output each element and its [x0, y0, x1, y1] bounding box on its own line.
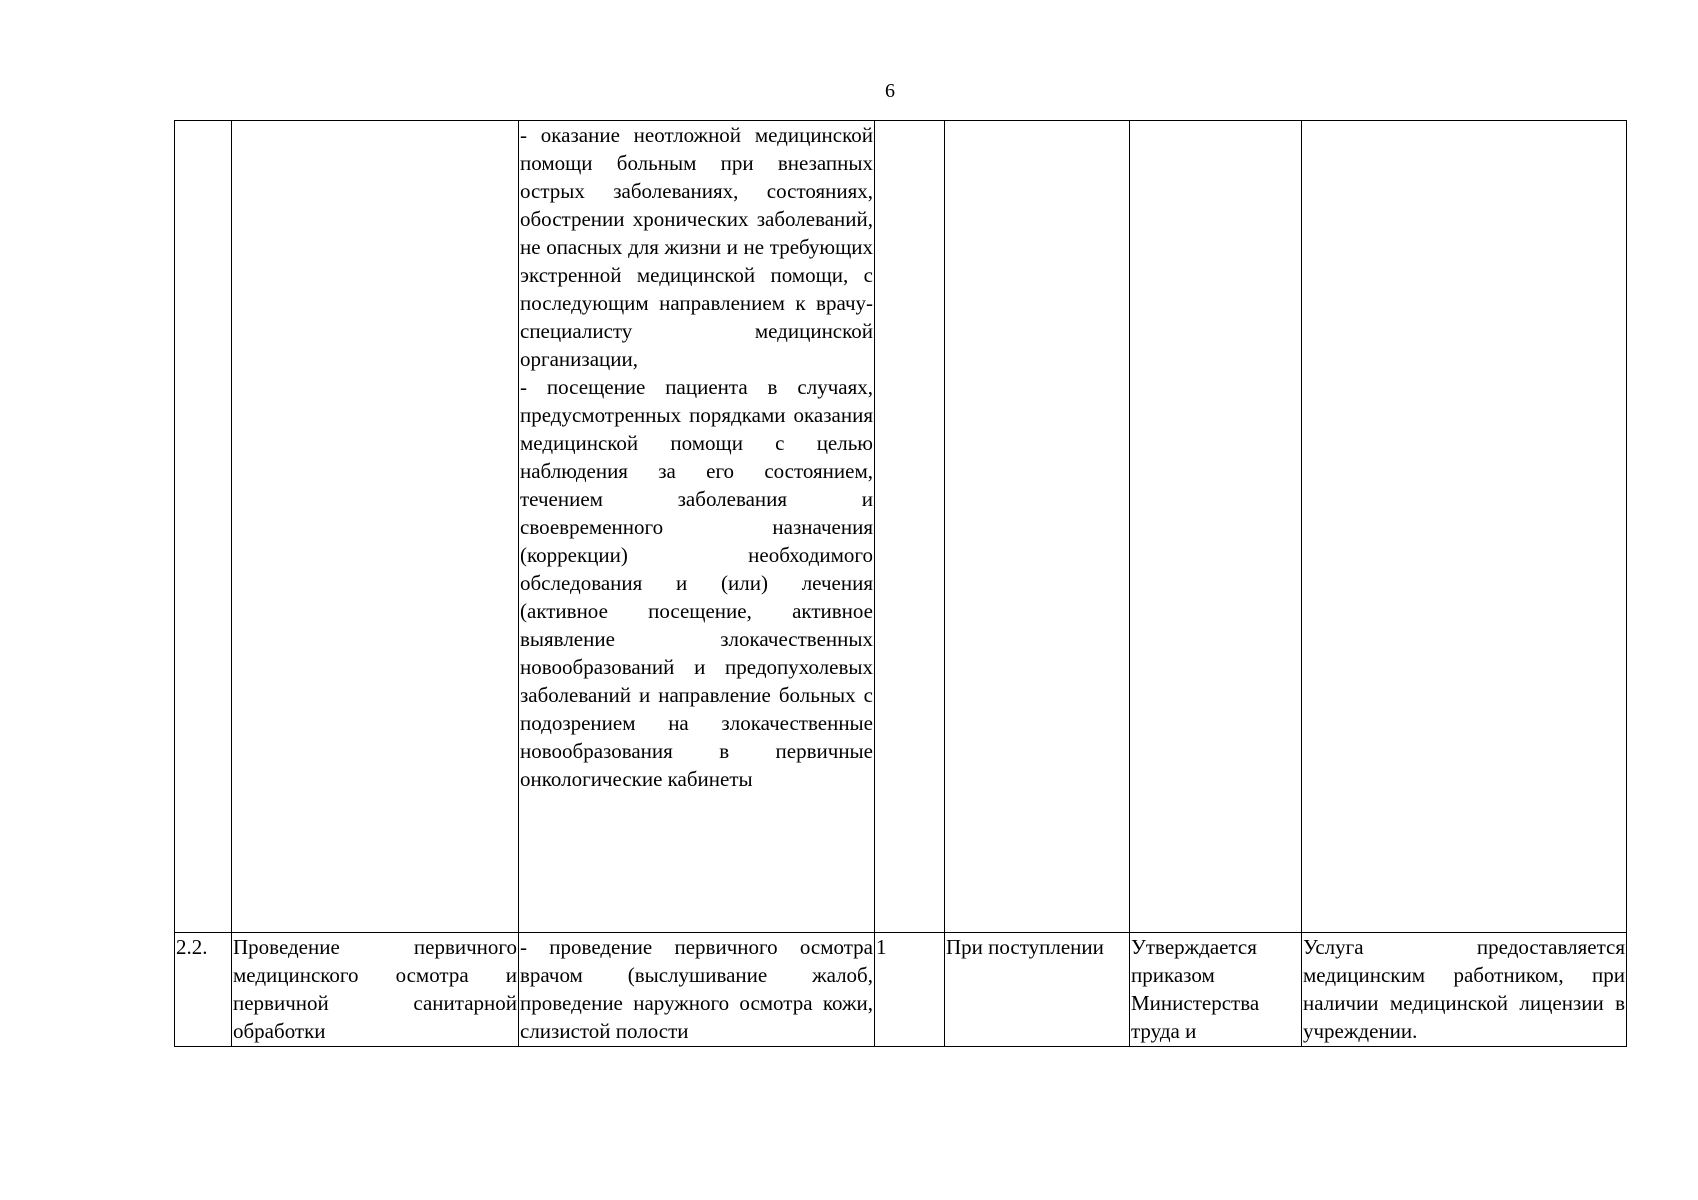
cell-service-name: [232, 121, 519, 933]
content-paragraph: - проведение первичного осмотра врачом (выслушивание жалоб, проведение наружного осмотра кожи, слизистой полости: [520, 935, 873, 1043]
cell-unit: 1: [875, 933, 945, 1047]
content-paragraph: - посещение пациента в случаях, предусмотренных порядками оказания медицинской помощи с целью наблюдения за его состоянием, течением заболевания и своевременного назначения (коррекции) необходимого обследования и (или) лечения (активное посещение, активное выявление злокачественных новообразований и предопухолевых заболеваний и направление больных с подозрением на злокачественные новообразования в первичные онкологические кабинеты: [520, 375, 873, 791]
table-row: [175, 121, 1627, 933]
table-row: [175, 933, 1627, 1047]
services-table: [174, 120, 1627, 1047]
cell-service-content: [519, 121, 875, 933]
cell-unit: [875, 121, 945, 933]
content-paragraph: - оказание неотложной медицинской помощи больным при внезапных острых заболеваниях, состояниях, обострении хронических заболеваний, не опасных для жизни и не требующих экстренной медицинской помощи, с последующим направлением к врачу-специалисту медицинской организации,: [520, 123, 873, 371]
cell-cost: Утверждается приказом Министерства труда и: [1130, 933, 1302, 1047]
cell-service-content: [519, 933, 875, 1047]
cell-frequency: При поступлении: [945, 933, 1130, 1047]
cell-number: [175, 121, 232, 933]
cell-number: 2.2.: [175, 933, 232, 1047]
cell-conditions: [1302, 121, 1627, 933]
cell-service-name: Проведение первичного медицинского осмотра и первичной санитарной обработки: [232, 933, 519, 1047]
cell-cost: [1130, 121, 1302, 933]
cell-frequency: [945, 121, 1130, 933]
page-number: 6: [885, 80, 895, 102]
cell-conditions: Услуга предоставляется медицинским работником, при наличии медицинской лицензии в учреждении.: [1302, 933, 1627, 1047]
